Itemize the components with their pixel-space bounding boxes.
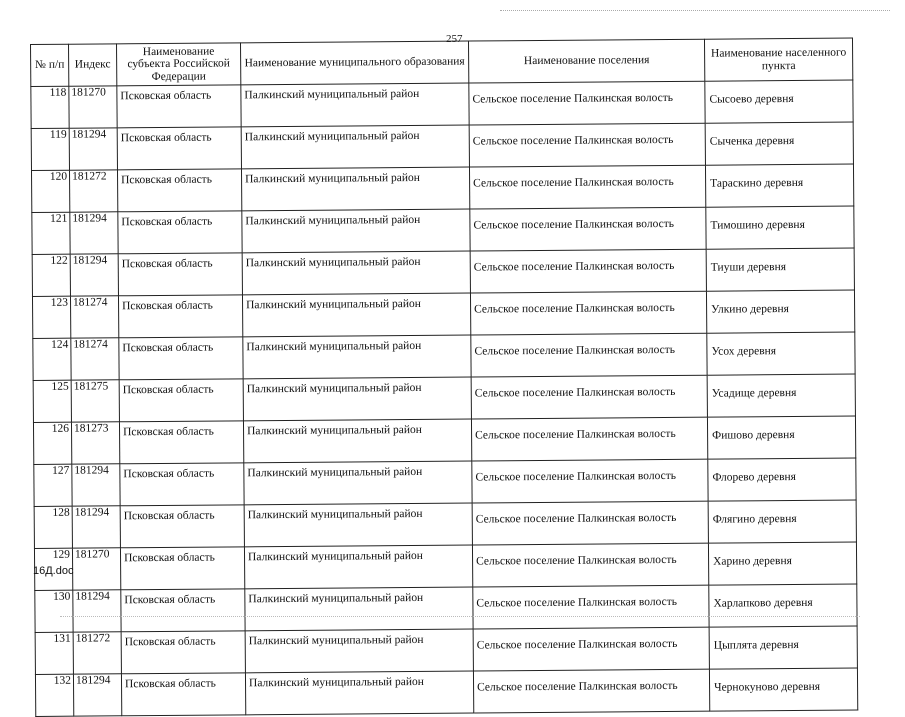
cell-region: Псковская область — [117, 127, 241, 170]
cell-settlement: Сельское поселение Палкинская волость — [469, 165, 705, 209]
cell-index: 181294 — [73, 590, 121, 632]
cell-locality: Тараскино деревня — [705, 164, 853, 207]
cell-index: 181270 — [69, 86, 117, 128]
cell-settlement: Сельское поселение Палкинская волость — [471, 333, 707, 377]
cell-settlement: Сельское поселение Палкинская волость — [471, 375, 707, 419]
table-row — [34, 542, 856, 590]
cell-region: Псковская область — [119, 421, 243, 464]
cell-municipality: Палкинский муниципальный район — [242, 293, 470, 337]
cell-num: 121 — [32, 212, 70, 254]
header-index: Индекс — [69, 44, 117, 86]
table-row — [33, 374, 855, 422]
cell-region: Псковская область — [121, 589, 245, 632]
cell-num: 132 — [35, 674, 73, 716]
cell-locality: Харлапково деревня — [709, 584, 857, 627]
header-municipality: Наименование муниципального образования — [240, 41, 468, 85]
cell-region: Псковская область — [119, 337, 243, 380]
cell-locality: Флорево деревня — [708, 458, 856, 501]
cell-municipality: Палкинский муниципальный район — [242, 251, 470, 295]
cell-municipality: Палкинский муниципальный район — [241, 125, 469, 169]
cell-municipality: Палкинский муниципальный район — [244, 503, 472, 547]
cell-settlement: Сельское поселение Палкинская волость — [471, 417, 707, 461]
table-row — [35, 626, 857, 674]
table-row — [31, 122, 853, 170]
table-row — [33, 332, 855, 380]
cell-region: Псковская область — [120, 505, 244, 548]
cell-municipality: Палкинский муниципальный район — [244, 461, 472, 505]
cell-settlement: Сельское поселение Палкинская волость — [473, 627, 709, 671]
cell-municipality: Палкинский муниципальный район — [245, 629, 473, 673]
cell-num: 125 — [33, 380, 71, 422]
cell-region: Псковская область — [117, 85, 241, 128]
cell-locality: Фишово деревня — [707, 416, 855, 459]
cell-municipality: Палкинский муниципальный район — [244, 545, 472, 589]
cell-settlement: Сельское поселение Палкинская волость — [470, 207, 706, 251]
cell-num: 124 — [33, 338, 71, 380]
table-row — [33, 416, 855, 464]
cell-num: 119 — [31, 128, 69, 170]
cell-index: 181294 — [73, 674, 121, 716]
header-num: № п/п — [31, 44, 69, 86]
cell-num: 123 — [32, 296, 70, 338]
cell-municipality: Палкинский муниципальный район — [242, 209, 470, 253]
table-header-row — [31, 38, 853, 86]
scan-edge-top — [500, 0, 890, 11]
cell-municipality: Палкинский муниципальный район — [241, 83, 469, 127]
cell-index: 181294 — [72, 506, 120, 548]
cell-region: Псковская область — [117, 169, 241, 212]
cell-num: 129 — [34, 548, 72, 590]
cell-index: 181294 — [69, 128, 117, 170]
cell-locality: Чернокуново деревня — [709, 668, 857, 711]
cell-region: Псковская область — [121, 673, 245, 716]
table-row — [32, 206, 854, 254]
cell-region: Псковская область — [118, 211, 242, 254]
page-number: 257 — [446, 33, 463, 45]
cell-locality: Цыплята деревня — [709, 626, 857, 669]
scan-edge-bottom — [60, 616, 860, 627]
cell-settlement: Сельское поселение Палкинская волость — [470, 291, 706, 335]
cell-municipality: Палкинский муниципальный район — [241, 167, 469, 211]
table-row — [31, 164, 853, 212]
cell-region: Псковская область — [119, 379, 243, 422]
cell-locality: Сыченка деревня — [705, 122, 853, 165]
cell-index: 181294 — [72, 464, 120, 506]
cell-locality: Харино деревня — [708, 542, 856, 585]
cell-index: 181274 — [71, 338, 119, 380]
footer-filename: 16Д.doc — [33, 565, 74, 577]
cell-locality: Тиуши деревня — [706, 248, 854, 291]
cell-settlement: Сельское поселение Палкинская волость — [469, 81, 705, 125]
cell-settlement: Сельское поселение Палкинская волость — [473, 585, 709, 629]
header-region: Наименование субъекта Российской Федерации — [117, 43, 241, 86]
cell-num: 127 — [34, 464, 72, 506]
cell-index: 181273 — [71, 422, 119, 464]
cell-num: 128 — [34, 506, 72, 548]
cell-municipality: Палкинский муниципальный район — [243, 335, 471, 379]
cell-index: 181270 — [72, 548, 120, 590]
cell-num: 118 — [31, 86, 69, 128]
header-settlement: Наименование поселения — [468, 39, 704, 83]
cell-municipality: Палкинский муниципальный район — [245, 587, 473, 631]
cell-num: 122 — [32, 254, 70, 296]
header-locality: Наименование населенного пункта — [704, 38, 852, 81]
cell-num: 131 — [35, 632, 73, 674]
cell-index: 181294 — [70, 254, 118, 296]
cell-locality: Усадище деревня — [707, 374, 855, 417]
cell-locality: Сысоево деревня — [705, 80, 853, 123]
cell-settlement: Сельское поселение Палкинская волость — [470, 249, 706, 293]
cell-region: Псковская область — [120, 463, 244, 506]
table-row — [31, 80, 853, 128]
table-row — [32, 290, 854, 338]
cell-municipality: Палкинский муниципальный район — [243, 377, 471, 421]
cell-settlement: Сельское поселение Палкинская волость — [472, 501, 708, 545]
table-row — [34, 500, 856, 548]
cell-index: 181272 — [73, 632, 121, 674]
cell-region: Псковская область — [121, 631, 245, 674]
cell-municipality: Палкинский муниципальный район — [243, 419, 471, 463]
cell-num: 120 — [31, 170, 69, 212]
table-row — [32, 248, 854, 296]
cell-settlement: Сельское поселение Палкинская волость — [473, 669, 709, 713]
cell-region: Псковская область — [118, 295, 242, 338]
cell-index: 181274 — [70, 296, 118, 338]
cell-num: 130 — [35, 590, 73, 632]
table-row — [35, 668, 857, 716]
cell-locality: Флягино деревня — [708, 500, 856, 543]
cell-index: 181275 — [71, 380, 119, 422]
cell-index: 181272 — [69, 170, 117, 212]
cell-locality: Тимошино деревня — [706, 206, 854, 249]
cell-region: Псковская область — [120, 547, 244, 590]
cell-num: 126 — [33, 422, 71, 464]
cell-index: 181294 — [70, 212, 118, 254]
table-row — [34, 458, 856, 506]
cell-settlement: Сельское поселение Палкинская волость — [469, 123, 705, 167]
cell-locality: Улкино деревня — [706, 290, 854, 333]
cell-locality: Усох деревня — [707, 332, 855, 375]
cell-settlement: Сельское поселение Палкинская волость — [472, 459, 708, 503]
cell-settlement: Сельское поселение Палкинская волость — [472, 543, 708, 587]
cell-region: Псковская область — [118, 253, 242, 296]
cell-municipality: Палкинский муниципальный район — [245, 671, 473, 715]
